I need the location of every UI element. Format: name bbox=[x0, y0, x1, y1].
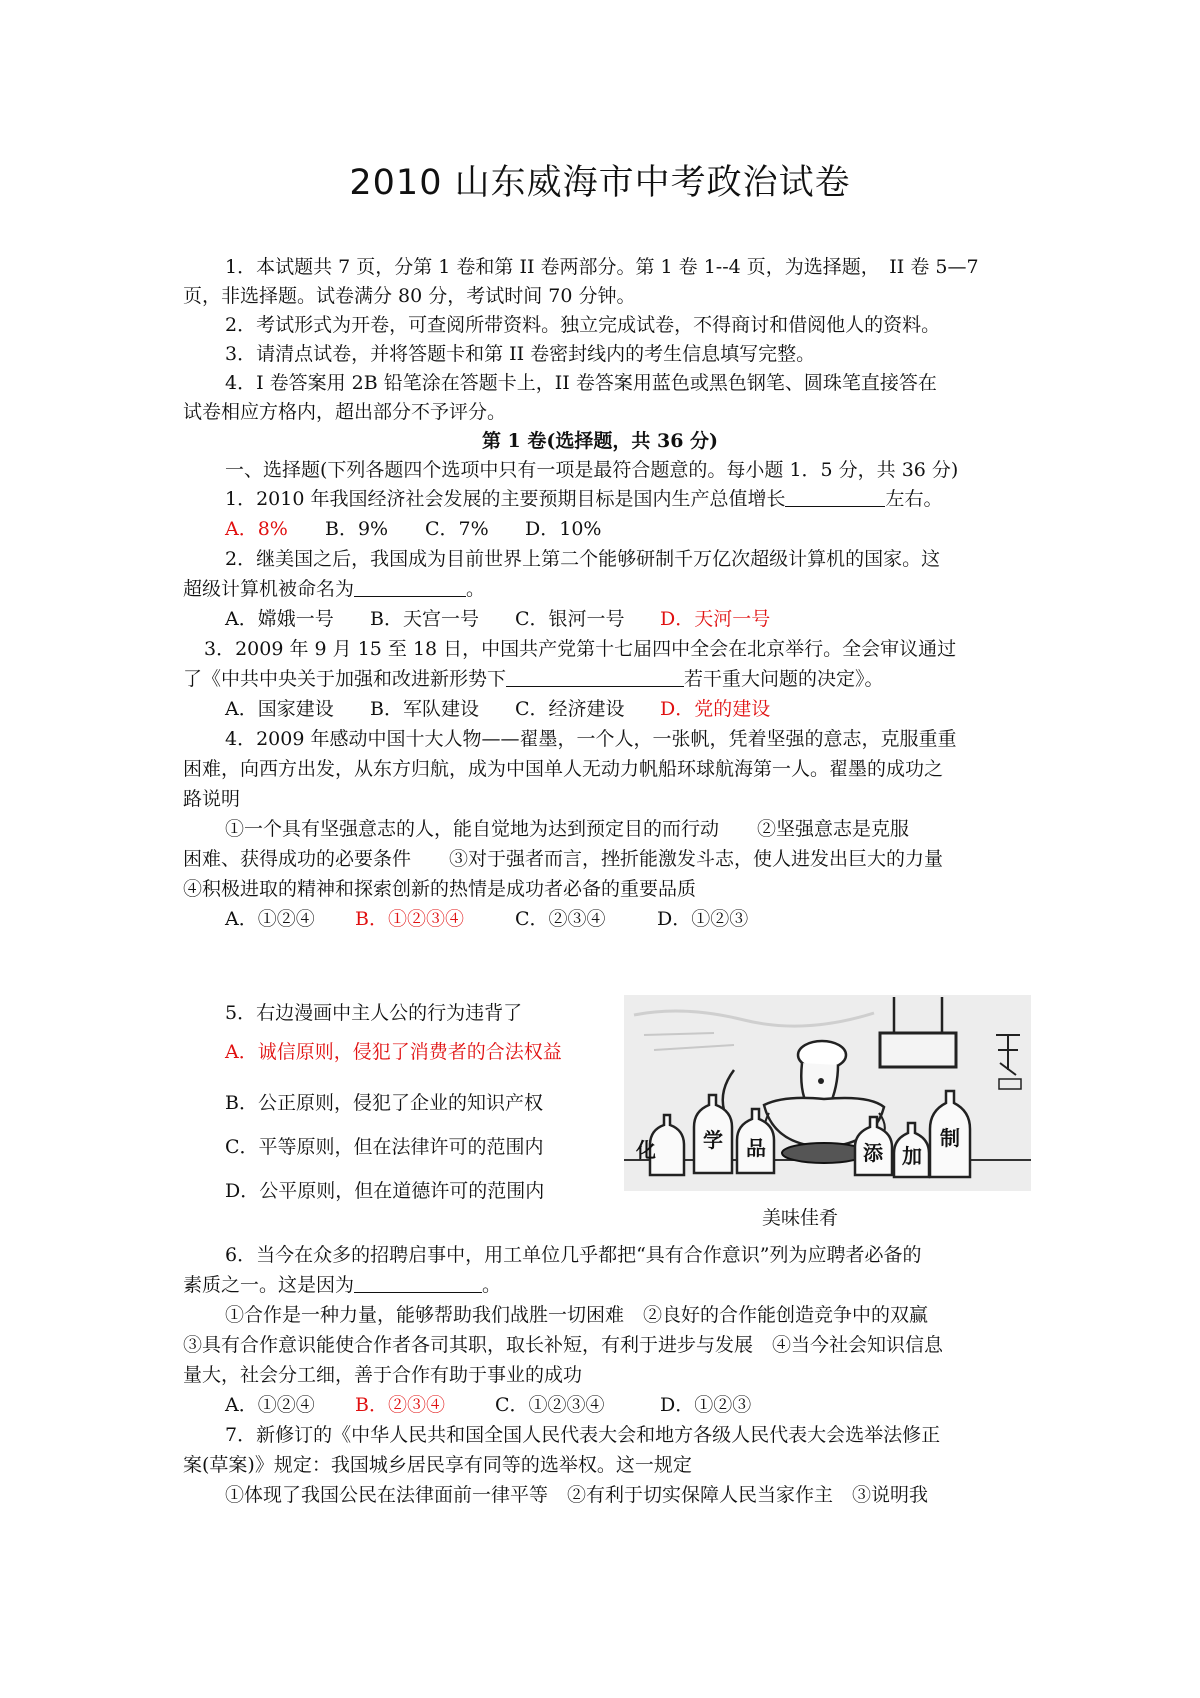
q6-option-b: B．②③④ bbox=[355, 1394, 445, 1416]
cartoon-label-jia: 加 bbox=[902, 1144, 922, 1168]
q6-items-2: ③具有合作意识能使合作者各司其职，取长补短，有利于进步与发展 ④当今社会知识信息 bbox=[183, 1334, 944, 1356]
q1-option-c: C．7% bbox=[425, 518, 489, 540]
q1-option-d: D．10% bbox=[525, 518, 602, 540]
q2-blank bbox=[354, 577, 466, 597]
cartoon-label-tian: 添 bbox=[863, 1141, 883, 1165]
q1-options bbox=[225, 516, 1022, 542]
q3-stem-text: 了《中共中央关于加强和改进新形势下 bbox=[183, 668, 507, 690]
q4-items-1: ①一个具有坚强意志的人，能自觉地为达到预定目的而行动 ②坚强意志是克服 bbox=[225, 818, 910, 840]
q6-option-d: D．①②③ bbox=[660, 1394, 752, 1416]
q1-stem bbox=[225, 486, 1022, 512]
q2-option-a: A．嫦娥一号 bbox=[225, 608, 334, 630]
q3-options bbox=[225, 696, 1022, 722]
q6-option-a: A．①②④ bbox=[225, 1394, 315, 1416]
q4-items-2: 困难、获得成功的必要条件 ③对于强者而言，挫折能激发斗志，使人进发出巨大的力量 bbox=[183, 848, 944, 870]
q6-blank bbox=[354, 1273, 482, 1293]
note-line-3: 2．考试形式为开卷，可查阅所带资料。独立完成试卷，不得商讨和借阅他人的资料。 bbox=[225, 314, 941, 336]
section-title: 第 1 卷(选择题，共 36 分) bbox=[481, 430, 719, 452]
note-line-2: 页，非选择题。试卷满分 80 分，考试时间 70 分钟。 bbox=[183, 285, 636, 307]
q6-items-1: ①合作是一种力量，能够帮助我们战胜一切困难 ②良好的合作能创造竞争中的双赢 bbox=[225, 1304, 929, 1326]
q4-options bbox=[225, 906, 1022, 932]
q4-option-b: B．①②③④ bbox=[355, 908, 464, 930]
q6-options bbox=[225, 1392, 1022, 1418]
q4-items-3: ④积极进取的精神和探索创新的热情是成功者必备的重要品质 bbox=[183, 878, 697, 900]
q3-option-d: D．党的建设 bbox=[660, 698, 771, 720]
section-instruction: 一、选择题(下列各题四个选项中只有一项是最符合题意的。每小题 1．5 分，共 36 分) bbox=[225, 459, 959, 481]
q3-stem-1: 3．2009 年 9 月 15 至 18 日，中国共产党第十七届四中全会在北京举行。全会审议通过 bbox=[204, 638, 957, 660]
q4-option-d: D．①②③ bbox=[657, 908, 749, 930]
cartoon-label-zhi: 制 bbox=[940, 1126, 960, 1150]
q3-option-a: A．国家建设 bbox=[225, 698, 334, 720]
q2-option-c: C．银河一号 bbox=[515, 608, 625, 630]
q2-stem-1: 2．继美国之后，我国成为目前世界上第二个能够研制千万亿次超级计算机的国家。这 bbox=[225, 548, 941, 570]
cartoon-label-xue: 学 bbox=[703, 1128, 723, 1152]
q4-stem-3: 路说明 bbox=[183, 788, 241, 810]
q5-option-c: C．平等原则，但在法律许可的范围内 bbox=[225, 1136, 544, 1158]
q6-items-3: 量大，社会分工细，善于合作有助于事业的成功 bbox=[183, 1364, 583, 1386]
q6-tail: 。 bbox=[482, 1274, 502, 1296]
q7-items-1: ①体现了我国公民在法律面前一律平等 ②有利于切实保障人民当家作主 ③说明我 bbox=[225, 1484, 929, 1506]
q2-stem-text: 超级计算机被命名为 bbox=[183, 578, 355, 600]
q2-tail: 。 bbox=[466, 578, 486, 600]
page-title: 2010 山东威海市中考政治试卷 bbox=[349, 163, 851, 203]
q1-option-a: A．8% bbox=[225, 518, 288, 540]
q4-option-a: A．①②④ bbox=[225, 908, 315, 930]
q6-stem-1: 6．当今在众多的招聘启事中，用工单位几乎都把“具有合作意识”列为应聘者必备的 bbox=[225, 1244, 922, 1266]
cartoon-caption: 美味佳肴 bbox=[762, 1207, 839, 1229]
q2-stem-2 bbox=[183, 576, 1022, 602]
q5-option-a: A．诚信原则，侵犯了消费者的合法权益 bbox=[225, 1041, 562, 1063]
note-line-6: 试卷相应方格内，超出部分不予评分。 bbox=[183, 401, 507, 423]
q6-stem-text: 素质之一。这是因为 bbox=[183, 1274, 355, 1296]
q2-option-b: B．天宫一号 bbox=[370, 608, 479, 630]
q7-stem-1: 7．新修订的《中华人民共和国全国人民代表大会和地方各级人民代表大会选举法修正 bbox=[225, 1424, 941, 1446]
cartoon-image bbox=[624, 995, 1031, 1191]
q5-option-b: B．公正原则，侵犯了企业的知识产权 bbox=[225, 1092, 543, 1114]
q3-blank bbox=[506, 667, 684, 687]
q7-stem-2: 案(草案)》规定：我国城乡居民享有同等的选举权。这一规定 bbox=[183, 1454, 692, 1476]
cartoon-label-hua: 化 bbox=[636, 1138, 656, 1162]
q4-stem-2: 困难，向西方出发，从东方归航，成为中国单人无动力帆船环球航海第一人。翟墨的成功之 bbox=[183, 758, 944, 780]
q6-option-c: C．①②③④ bbox=[495, 1394, 605, 1416]
q3-tail: 若干重大问题的决定》。 bbox=[684, 668, 884, 690]
q5-stem: 5．右边漫画中主人公的行为违背了 bbox=[225, 1002, 523, 1024]
q5-option-d: D．公平原则，但在道德许可的范围内 bbox=[225, 1180, 545, 1202]
q3-option-b: B．军队建设 bbox=[370, 698, 479, 720]
q1-option-b: B．9% bbox=[325, 518, 389, 540]
note-line-4: 3．请清点试卷，并将答题卡和第 II 卷密封线内的考生信息填写完整。 bbox=[225, 343, 816, 365]
cartoon-label-pin: 品 bbox=[746, 1136, 766, 1160]
q3-option-c: C．经济建设 bbox=[515, 698, 625, 720]
q1-tail: 左右。 bbox=[885, 488, 943, 510]
q2-options bbox=[225, 606, 1022, 632]
q3-stem-2 bbox=[183, 666, 1022, 692]
q1-stem-text: 1．2010 年我国经济社会发展的主要预期目标是国内生产总值增长 bbox=[225, 488, 786, 510]
q1-blank bbox=[785, 487, 885, 507]
q2-option-d: D．天河一号 bbox=[660, 608, 771, 630]
q6-stem-2 bbox=[183, 1272, 1022, 1298]
q4-option-c: C．②③④ bbox=[515, 908, 606, 930]
q4-stem-1: 4．2009 年感动中国十大人物——翟墨，一个人，一张帆，凭着坚强的意志，克服重重 bbox=[225, 728, 957, 750]
note-line-5: 4．I 卷答案用 2B 铅笔涂在答题卡上，II 卷答案用蓝色或黑色钢笔、圆珠笔直接答在 bbox=[225, 372, 937, 394]
note-line-1: 1．本试题共 7 页，分第 1 卷和第 II 卷两部分。第 1 卷 1--4 页，为选择题， II 卷 5—7 bbox=[225, 256, 979, 278]
